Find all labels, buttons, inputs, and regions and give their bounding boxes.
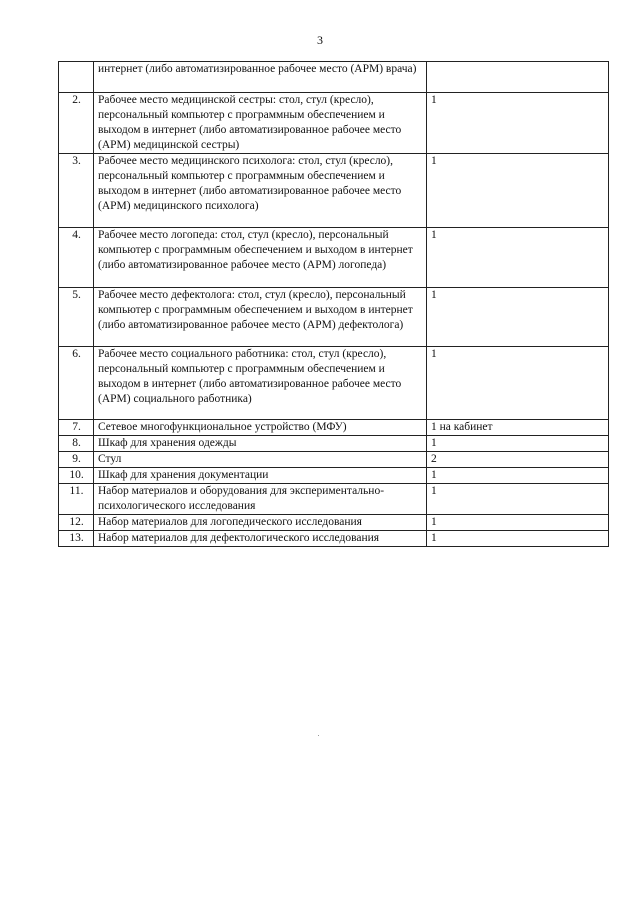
row-number: 12.: [59, 515, 94, 531]
row-item-name: Рабочее место дефектолога: стол, стул (кресло), персональный компьютер с программным обеспечением и выходом в интернет (либо автоматизированное рабочее место (АРМ) дефектолога): [94, 288, 427, 347]
table-row: [59, 452, 609, 468]
table-row: [59, 436, 609, 452]
row-quantity: 1: [427, 515, 609, 531]
table-row: [59, 515, 609, 531]
equipment-table-body: [59, 62, 609, 547]
row-item-name: Набор материалов и оборудования для экспериментально-психологического исследования: [94, 484, 427, 515]
row-number: 3.: [59, 154, 94, 228]
row-number: 9.: [59, 452, 94, 468]
row-number: 2.: [59, 93, 94, 154]
table-row: [59, 62, 609, 93]
row-number: 13.: [59, 531, 94, 547]
row-item-name: Рабочее место медицинской сестры: стол, стул (кресло), персональный компьютер с программным обеспечением и выходом в интернет (либо автоматизированное рабочее место (АРМ) медицинской сестры): [94, 93, 427, 154]
row-quantity: 1: [427, 347, 609, 420]
row-item-name: Набор материалов для логопедического исследования: [94, 515, 427, 531]
row-quantity: 1: [427, 436, 609, 452]
row-item-name: Шкаф для хранения одежды: [94, 436, 427, 452]
row-quantity: 1: [427, 484, 609, 515]
table-row: [59, 228, 609, 288]
row-number: 11.: [59, 484, 94, 515]
row-quantity: 1: [427, 228, 609, 288]
table-row: [59, 93, 609, 154]
row-quantity: 1 на кабинет: [427, 420, 609, 436]
table-row: [59, 484, 609, 515]
row-item-name: Шкаф для хранения документации: [94, 468, 427, 484]
scan-speck: [318, 735, 319, 736]
row-quantity: 1: [427, 531, 609, 547]
table-row: [59, 531, 609, 547]
row-number: 6.: [59, 347, 94, 420]
row-quantity: 1: [427, 93, 609, 154]
row-item-name: Сетевое многофункциональное устройство (МФУ): [94, 420, 427, 436]
row-quantity: 1: [427, 288, 609, 347]
table-row: [59, 154, 609, 228]
page-number: 3: [317, 33, 323, 47]
row-number: 5.: [59, 288, 94, 347]
row-number: 4.: [59, 228, 94, 288]
row-quantity: 1: [427, 468, 609, 484]
row-item-name: Рабочее место логопеда: стол, стул (кресло), персональный компьютер с программным обеспечением и выходом в интернет (либо автоматизированное рабочее место (АРМ) логопеда): [94, 228, 427, 288]
row-number: [59, 62, 94, 93]
row-item-name: Рабочее место медицинского психолога: стол, стул (кресло), персональный компьютер с программным обеспечением и выходом в интернет (либо автоматизированное рабочее место (АРМ) медицинского психолога): [94, 154, 427, 228]
table-row: [59, 420, 609, 436]
row-number: 10.: [59, 468, 94, 484]
row-quantity: 1: [427, 154, 609, 228]
row-item-name: интернет (либо автоматизированное рабочее место (АРМ) врача): [94, 62, 427, 93]
row-number: 7.: [59, 420, 94, 436]
row-quantity: 2: [427, 452, 609, 468]
row-item-name: Стул: [94, 452, 427, 468]
row-item-name: Набор материалов для дефектологического исследования: [94, 531, 427, 547]
row-quantity: [427, 62, 609, 93]
table-row: [59, 468, 609, 484]
table-row: [59, 288, 609, 347]
equipment-table: [58, 61, 609, 547]
row-number: 8.: [59, 436, 94, 452]
row-item-name: Рабочее место социального работника: стол, стул (кресло), персональный компьютер с программным обеспечением и выходом в интернет (либо автоматизированное рабочее место (АРМ) социального работника): [94, 347, 427, 420]
table-row: [59, 347, 609, 420]
